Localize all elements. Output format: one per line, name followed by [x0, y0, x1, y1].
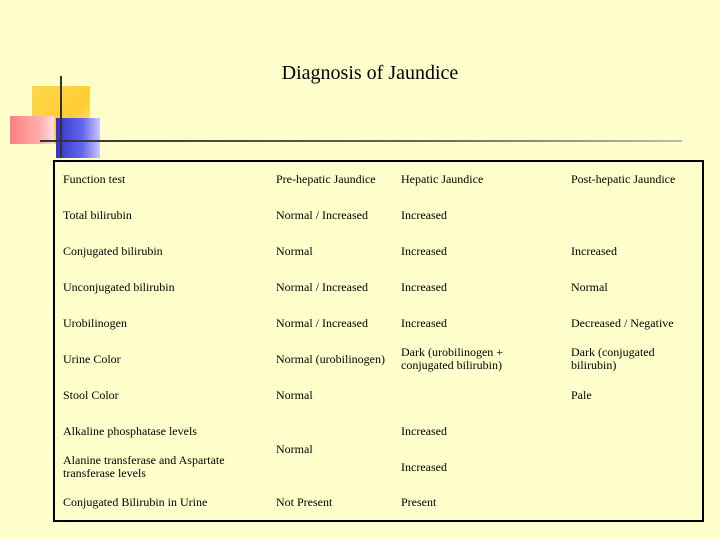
slide-title: Diagnosis of Jaundice	[281, 62, 459, 84]
table-row	[54, 377, 703, 413]
table-cell: Increased	[401, 243, 447, 258]
table-cell: Not Present	[276, 495, 333, 509]
table-cell: Alkaline phosphatase levels	[63, 423, 197, 438]
table-cell: Urine Color	[63, 351, 121, 366]
table-cell: Increased	[401, 279, 447, 294]
table-cell: Increased	[401, 315, 447, 330]
table-cell: Normal (urobilinogen)	[276, 351, 385, 366]
decor-vertical-line	[60, 76, 62, 158]
table-row	[54, 485, 703, 521]
table-cell: Normal	[276, 441, 313, 456]
table-row	[54, 305, 703, 341]
table-cell: Normal / Increased	[276, 207, 368, 222]
header-cell: Pre-hepatic Jaundice	[276, 172, 376, 186]
table-cell: Urobilinogen	[63, 315, 127, 330]
table-cell: Present	[401, 495, 437, 509]
table-row	[54, 233, 703, 269]
header-cell: Post-hepatic Jaundice	[571, 172, 676, 186]
table-cell: Increased	[401, 207, 447, 222]
table-cell: Normal / Increased	[276, 315, 368, 330]
table-cell: Conjugated bilirubin	[63, 243, 163, 258]
table-cell	[563, 197, 703, 233]
table-cell: Total bilirubin	[63, 207, 132, 222]
table-cell: Decreased / Negative	[571, 315, 674, 330]
table-row	[54, 197, 703, 233]
header-cell: Hepatic Jaundice	[401, 172, 484, 186]
table-cell: Normal	[276, 243, 313, 258]
table-row	[54, 269, 703, 305]
table-cell: Stool Color	[63, 387, 119, 402]
jaundice-table	[53, 160, 704, 522]
decor-horizontal-line	[40, 140, 682, 142]
table-cell: Unconjugated bilirubin	[63, 279, 175, 294]
table-cell: Dark (urobilinogen + conjugated bilirubin)	[401, 345, 504, 372]
table-row	[54, 413, 703, 449]
table-cell: Increased	[401, 459, 447, 474]
decor-blue-square	[56, 118, 100, 158]
table-header-row	[54, 161, 703, 197]
table-cell: Normal	[571, 279, 608, 294]
table-row	[54, 341, 703, 377]
table-cell: Conjugated Bilirubin in Urine	[63, 495, 208, 509]
table-cell: Normal	[276, 387, 313, 402]
header-cell: Function test	[63, 172, 126, 186]
table-cell: Pale	[571, 387, 592, 402]
table-cell: Increased	[571, 243, 617, 258]
table-cell: Normal / Increased	[276, 279, 368, 294]
table-cell: Alanine transferase and Aspartate transferase levels	[63, 453, 225, 480]
table-cell: Dark (conjugated bilirubin)	[571, 345, 655, 372]
table-cell: Increased	[401, 423, 447, 438]
